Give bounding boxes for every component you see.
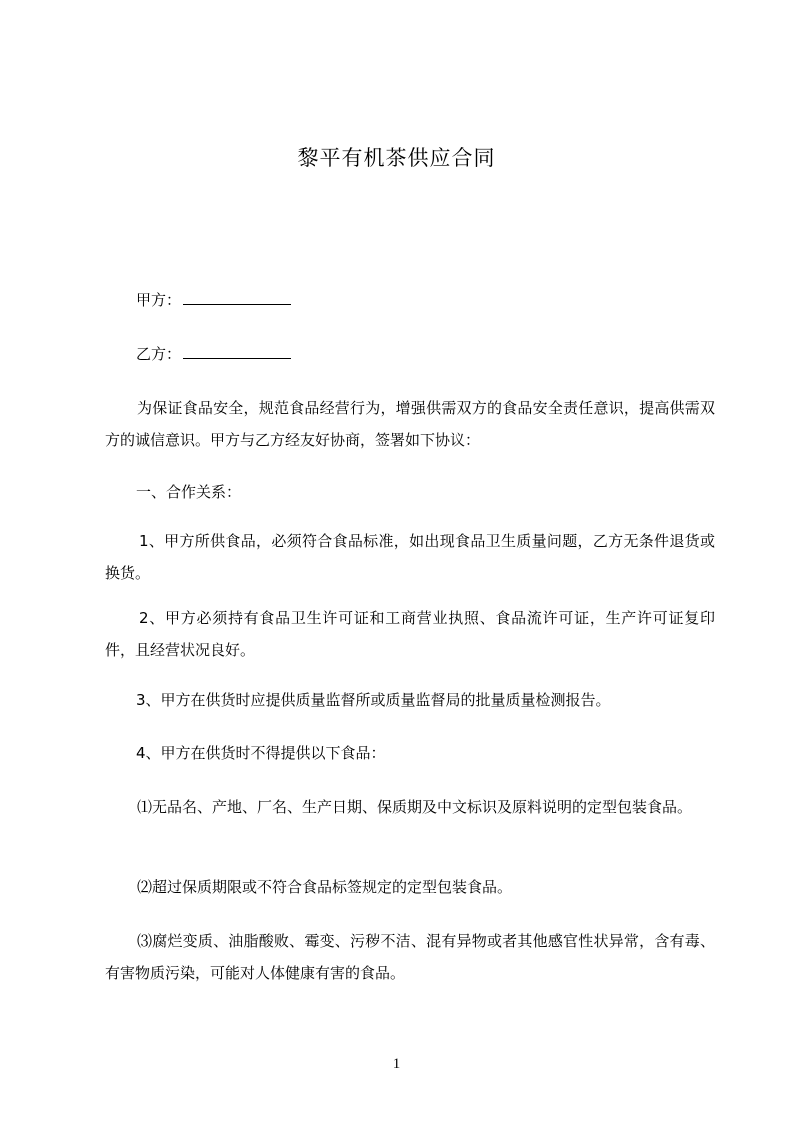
document-title: 黎平有机茶供应合同	[297, 146, 496, 170]
sub-clause-item: ⑶腐烂变质、油脂酸败、霉变、污秽不洁、混有异物或者其他感官性状异常，含有毒、有害物质污染，可能对人体健康有害的食品。	[105, 932, 715, 982]
sub-clause-item: ⑵超过保质期限或不符合食品标签规定的定型包装食品。	[137, 878, 513, 896]
section-heading: 一、合作关系：	[136, 483, 242, 501]
clause-item: 4、甲方在供货时不得提供以下食品：	[136, 744, 386, 762]
page-number: 1	[392, 1056, 401, 1072]
party-b-blank-line	[183, 344, 291, 359]
party-b-label: 乙方：	[136, 345, 182, 363]
party-a-label: 甲方：	[136, 291, 182, 309]
party-a-blank-line	[183, 290, 291, 305]
party-b-field	[136, 344, 291, 364]
party-a-field	[136, 290, 291, 310]
clause-item: 1、甲方所供食品，必须符合食品标准，如出现食品卫生质量问题，乙方无条件退货或换货。	[105, 532, 715, 582]
intro-paragraph: 为保证食品安全，规范食品经营行为，增强供需双方的食品安全责任意识，提高供需双方的诚信意识。甲方与乙方经友好协商，签署如下协议：	[105, 399, 715, 449]
clause-item: 2、甲方必须持有食品卫生许可证和工商营业执照、食品流许可证，生产许可证复印件，且经营状况良好。	[105, 609, 715, 659]
sub-clause-item: ⑴无品名、产地、厂名、生产日期、保质期及中文标识及原料说明的定型包装食品。	[137, 798, 693, 816]
clause-item: 3、甲方在供货时应提供质量监督所或质量监督局的批量质量检测报告。	[136, 691, 611, 709]
